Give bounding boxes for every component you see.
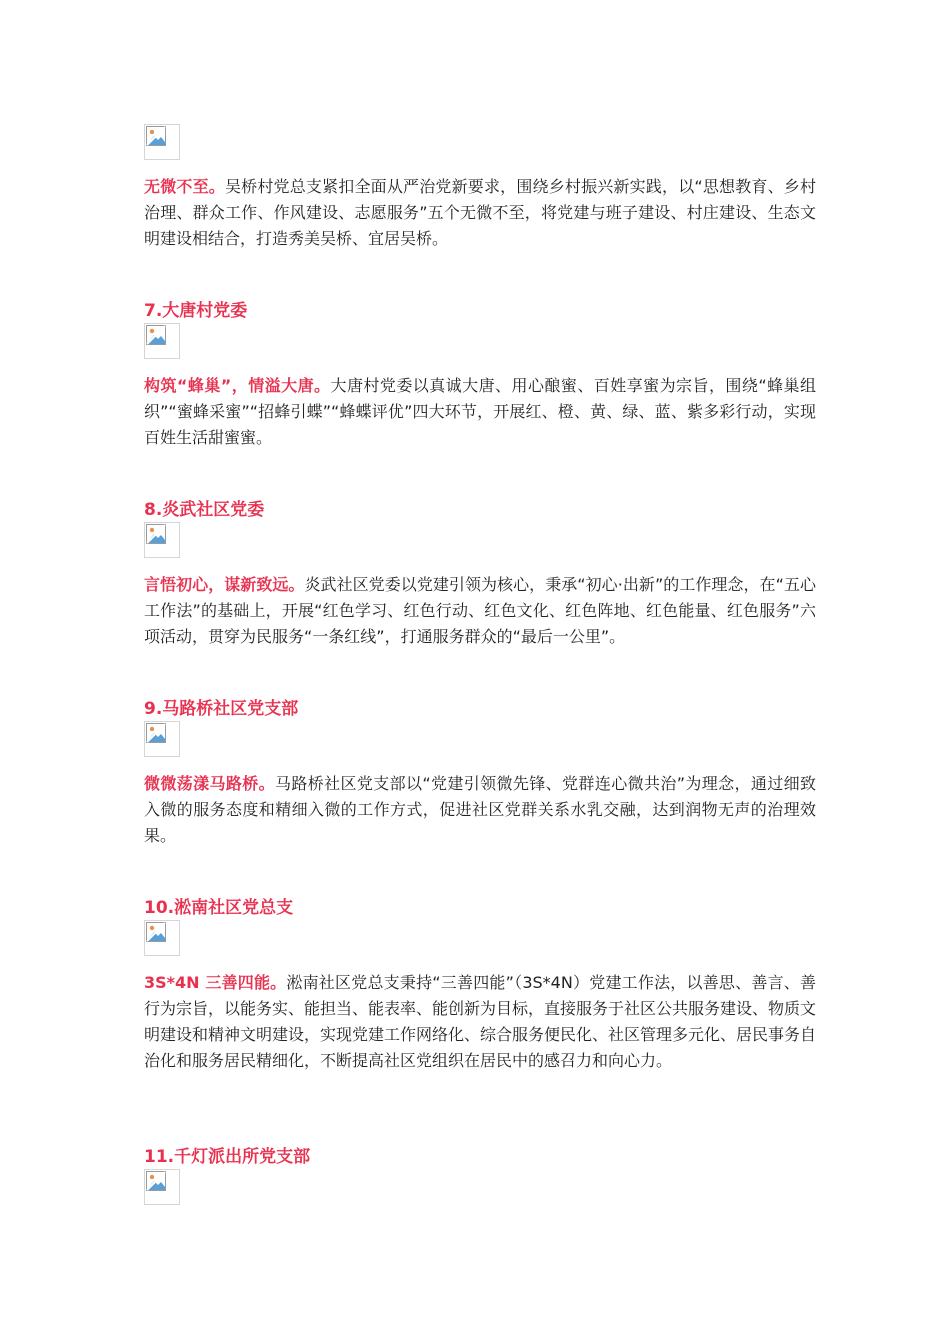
section-paragraph <box>144 970 816 1074</box>
paragraph-lead: 微微荡漾马路桥。 <box>144 774 276 793</box>
paragraph-body: 淞南社区党总支秉持“三善四能”（3S*4N）党建工作法，以善思、善言、善行为宗旨，以能务实、能担当、能表率、能创新为目标，直接服务于社区公共服务建设、物质文明建设和精神文明建设，实现党建工作网络化、综合服务便民化、社区管理多元化、居民事务自治化和服务居民精细化，不断提高社区党组织在居民中的感召力和向心力。 <box>144 973 817 1070</box>
section-heading: 10.淞南社区党总支 <box>144 898 294 918</box>
broken-image-icon <box>146 922 166 942</box>
broken-image-icon <box>146 1171 166 1191</box>
paragraph-body: 吴桥村党总支紧扣全面从严治党新要求，围绕乡村振兴新实践，以“思想教育、乡村治理、群众工作、作风建设、志愿服务”五个无微不至，将党建与班子建设、村庄建设、生态文明建设相结合，打造秀美吴桥、宜居吴桥。 <box>144 177 816 248</box>
image-placeholder <box>144 920 180 956</box>
paragraph-lead: 3S*4N 三善四能。 <box>144 973 287 992</box>
section-paragraph <box>144 373 816 451</box>
section-paragraph <box>144 771 816 849</box>
image-placeholder <box>144 124 180 160</box>
section-paragraph <box>144 572 816 650</box>
broken-image-icon <box>146 723 166 743</box>
paragraph-lead: 言悟初心，谋新致远。 <box>144 575 305 594</box>
paragraph-lead: 无微不至。 <box>144 177 225 196</box>
broken-image-icon <box>146 325 166 345</box>
paragraph-body: 炎武社区党委以党建引领为核心，秉承“初心·出新”的工作理念，在“五心工作法”的基础上，开展“红色学习、红色行动、红色文化、红色阵地、红色能量、红色服务”六项活动，贯穿为民服务“一条红线”，打通服务群众的“最后一公里”。 <box>144 575 816 646</box>
section-heading: 8.炎武社区党委 <box>144 500 265 520</box>
paragraph-lead: 构筑“蜂巢”，情溢大唐。 <box>144 376 331 395</box>
section-paragraph <box>144 174 816 252</box>
image-placeholder <box>144 522 180 558</box>
section-heading: 9.马路桥社区党支部 <box>144 699 299 719</box>
paragraph-body: 大唐村党委以真诚大唐、用心酿蜜、百姓享蜜为宗旨，围绕“蜂巢组织”“蜜蜂采蜜”“招蜂引蝶”“蜂蝶评优”四大环节，开展红、橙、黄、绿、蓝、紫多彩行动，实现百姓生活甜蜜蜜。 <box>144 376 816 447</box>
paragraph-body: 马路桥社区党支部以“党建引领微先锋、党群连心微共治”为理念，通过细致入微的服务态度和精细入微的工作方式，促进社区党群关系水乳交融，达到润物无声的治理效果。 <box>144 774 816 845</box>
broken-image-icon <box>146 524 166 544</box>
image-placeholder <box>144 323 180 359</box>
image-placeholder <box>144 721 180 757</box>
image-placeholder <box>144 1169 180 1205</box>
section-heading: 11.千灯派出所党支部 <box>144 1147 311 1167</box>
broken-image-icon <box>146 126 166 146</box>
section-heading: 7.大唐村党委 <box>144 301 248 321</box>
